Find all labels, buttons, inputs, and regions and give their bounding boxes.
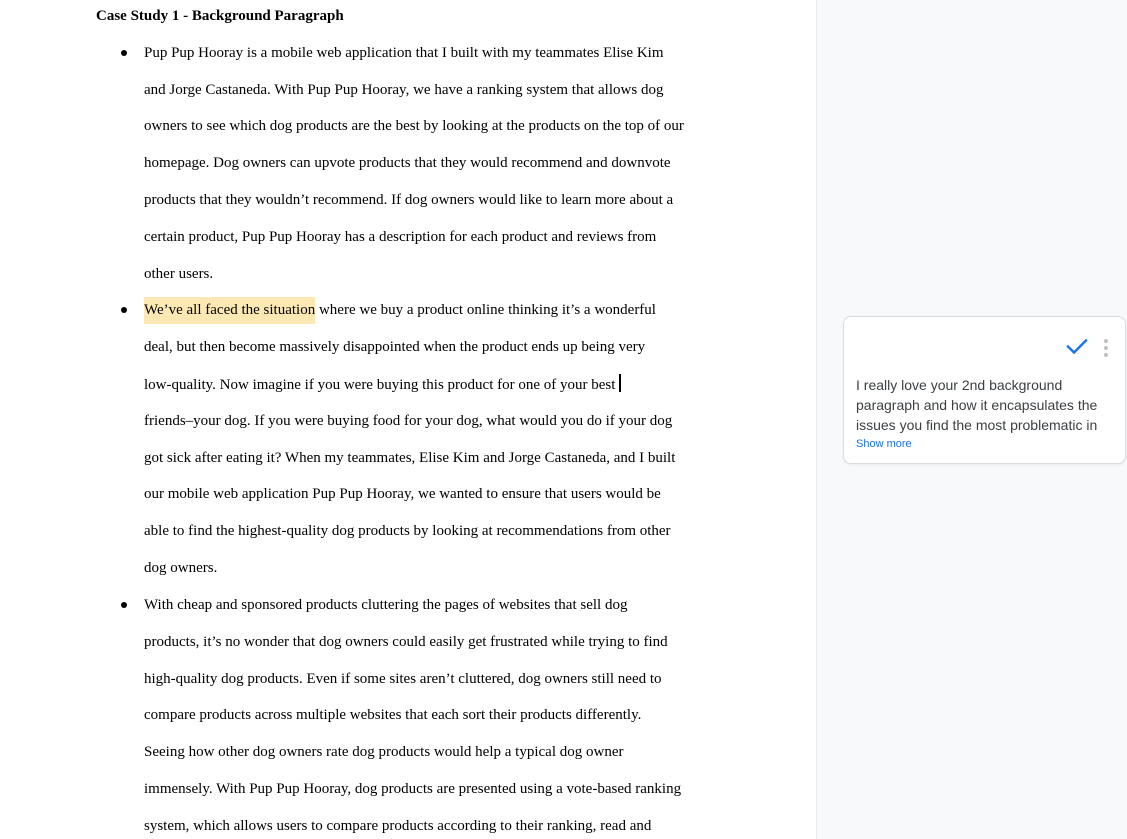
paragraph-2-first-line-text: where we buy a product online thinking it’s a wonderful bbox=[315, 302, 656, 318]
paragraph-1-line: Pup Pup Hooray is a mobile web application that I built with my teammates Elise Kim bbox=[144, 45, 664, 61]
checkmark-icon[interactable] bbox=[1064, 333, 1090, 359]
paragraph-2-line bbox=[144, 374, 621, 395]
paragraph-3-line: compare products across multiple websites that each sort their products differently. bbox=[144, 707, 642, 723]
paragraph-2-line-text: low-quality. Now imagine if you were buying this product for one of your best bbox=[144, 377, 616, 393]
paragraph-3-line: With cheap and sponsored products cluttering the pages of websites that sell dog bbox=[144, 597, 628, 613]
bullet-point bbox=[119, 43, 129, 63]
document-heading: Case Study 1 - Background Paragraph bbox=[96, 8, 344, 24]
comment-highlight[interactable]: We’ve all faced the situation bbox=[144, 297, 315, 324]
paragraph-2-line bbox=[144, 300, 656, 320]
paragraph-3-line: products, it’s no wonder that dog owners could easily get frustrated while trying to find bbox=[144, 634, 668, 650]
paragraph-2-line: friends–your dog. If you were buying food for your dog, what would you do if your dog bbox=[144, 413, 673, 429]
paragraph-3-line: Seeing how other dog owners rate dog products would help a typical dog owner bbox=[144, 744, 624, 760]
paragraph-3-line: immensely. With Pup Pup Hooray, dog products are presented using a vote-based ranking bbox=[144, 781, 682, 797]
paragraph-1-line: other users. bbox=[144, 266, 214, 282]
more-vert-icon[interactable] bbox=[1100, 337, 1112, 359]
bullet-point bbox=[119, 595, 129, 615]
comment-line: I really love your 2nd background bbox=[856, 377, 1063, 393]
show-more-link[interactable]: Show more bbox=[856, 438, 912, 450]
paragraph-1-line: owners to see which dog products are the best by looking at the products on the top of our bbox=[144, 118, 684, 134]
paragraph-2-line: deal, but then become massively disappointed when the product ends up being very bbox=[144, 339, 646, 355]
paragraph-1-line: and Jorge Castaneda. With Pup Pup Hooray, we have a ranking system that allows dog bbox=[144, 82, 664, 98]
comment-line: paragraph and how it encapsulates the bbox=[856, 397, 1098, 413]
paragraph-3-line: system, which allows users to compare products according to their ranking, read and bbox=[144, 818, 652, 834]
comment-card[interactable] bbox=[843, 316, 1126, 464]
paragraph-3-line: high-quality dog products. Even if some sites aren’t cluttered, dog owners still need to bbox=[144, 671, 662, 687]
comment-body bbox=[856, 375, 1118, 435]
paragraph-2-line: dog owners. bbox=[144, 560, 218, 576]
comment-line: issues you find the most problematic in bbox=[856, 417, 1098, 433]
paragraph-2-line: our mobile web application Pup Pup Hooray, we wanted to ensure that users would be bbox=[144, 486, 661, 502]
paragraph-2-line: able to find the highest-quality dog products by looking at recommendations from other bbox=[144, 523, 671, 539]
bullet-point bbox=[119, 300, 129, 320]
paragraph-1-line: products that they wouldn’t recommend. If dog owners would like to learn more about a bbox=[144, 192, 674, 208]
text-cursor bbox=[619, 374, 621, 392]
paragraph-1-line: homepage. Dog owners can upvote products that they would recommend and downvote bbox=[144, 155, 671, 171]
paragraph-1-line: certain product, Pup Pup Hooray has a description for each product and reviews from bbox=[144, 229, 657, 245]
paragraph-2-line: got sick after eating it? When my teammates, Elise Kim and Jorge Castaneda, and I built bbox=[144, 450, 676, 466]
comments-sidebar bbox=[816, 0, 1127, 839]
